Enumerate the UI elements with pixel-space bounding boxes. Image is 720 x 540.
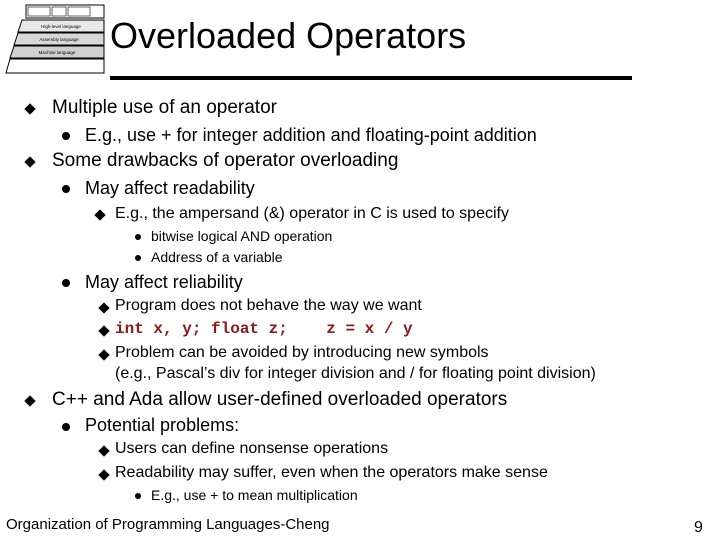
diamond-bullet-icon [98, 302, 109, 313]
bullet-drawbacks: Some drawbacks of operator overloading [52, 150, 399, 171]
round-bullet-icon [62, 132, 70, 140]
logo-layer-high-level: High-level language [41, 24, 81, 29]
diamond-bullet-icon [94, 209, 105, 220]
page-number: 9 [694, 519, 703, 536]
bullet-new-symbols: Problem can be avoided by introducing new symbols [115, 344, 489, 361]
diamond-bullet-icon [24, 395, 35, 406]
slide-title: Overloaded Operators [110, 15, 467, 56]
diamond-bullet-icon [24, 103, 35, 114]
bullet-multiple-use: Multiple use of an operator [52, 97, 277, 118]
logo-layer-machine: Machine language [38, 50, 76, 55]
code-example: int x, y; float z; z = x / y [115, 320, 413, 338]
round-bullet-icon [135, 234, 141, 240]
bullet-readability-suffer: Readability may suffer, even when the operators make sense [115, 464, 548, 481]
round-bullet-icon [62, 279, 70, 287]
round-bullet-icon [62, 423, 70, 431]
diamond-bullet-icon [24, 156, 35, 167]
title-underline [110, 76, 632, 80]
logo-layer-assembly: Assembly language [39, 37, 79, 42]
bullet-potential-problems: Potential problems: [85, 415, 240, 435]
round-bullet-icon [62, 185, 70, 193]
bullet-nonsense: Users can define nonsense operations [115, 440, 389, 457]
diamond-bullet-icon [98, 469, 109, 480]
bullet-ampersand: E.g., the ampersand (&) operator in C is used to specify [115, 205, 509, 222]
bullet-cpp-ada: C++ and Ada allow user-defined overloaded operators [52, 389, 508, 410]
bullet-readability: May affect readability [85, 178, 255, 198]
diamond-bullet-icon [98, 325, 109, 336]
slide-footer: Organization of Programming Languages-Cheng [6, 516, 330, 533]
bullet-not-behave: Program does not behave the way we want [115, 297, 422, 314]
bullet-eg-plus: E.g., use + for integer addition and floating-point addition [85, 125, 537, 145]
bullet-new-symbols-cont: (e.g., Pascal’s div for integer division and / for floating point division) [115, 365, 596, 382]
diamond-bullet-icon [98, 349, 109, 360]
bullet-address: Address of a variable [151, 249, 283, 265]
language-layers-logo [4, 2, 108, 76]
bullet-bitwise-and: bitwise logical AND operation [151, 228, 333, 244]
bullet-plus-multiplication: E.g., use + to mean multiplication [151, 487, 358, 503]
round-bullet-icon [135, 493, 141, 499]
bullet-reliability: May affect reliability [85, 272, 243, 292]
round-bullet-icon [135, 255, 141, 261]
diamond-bullet-icon [98, 445, 109, 456]
